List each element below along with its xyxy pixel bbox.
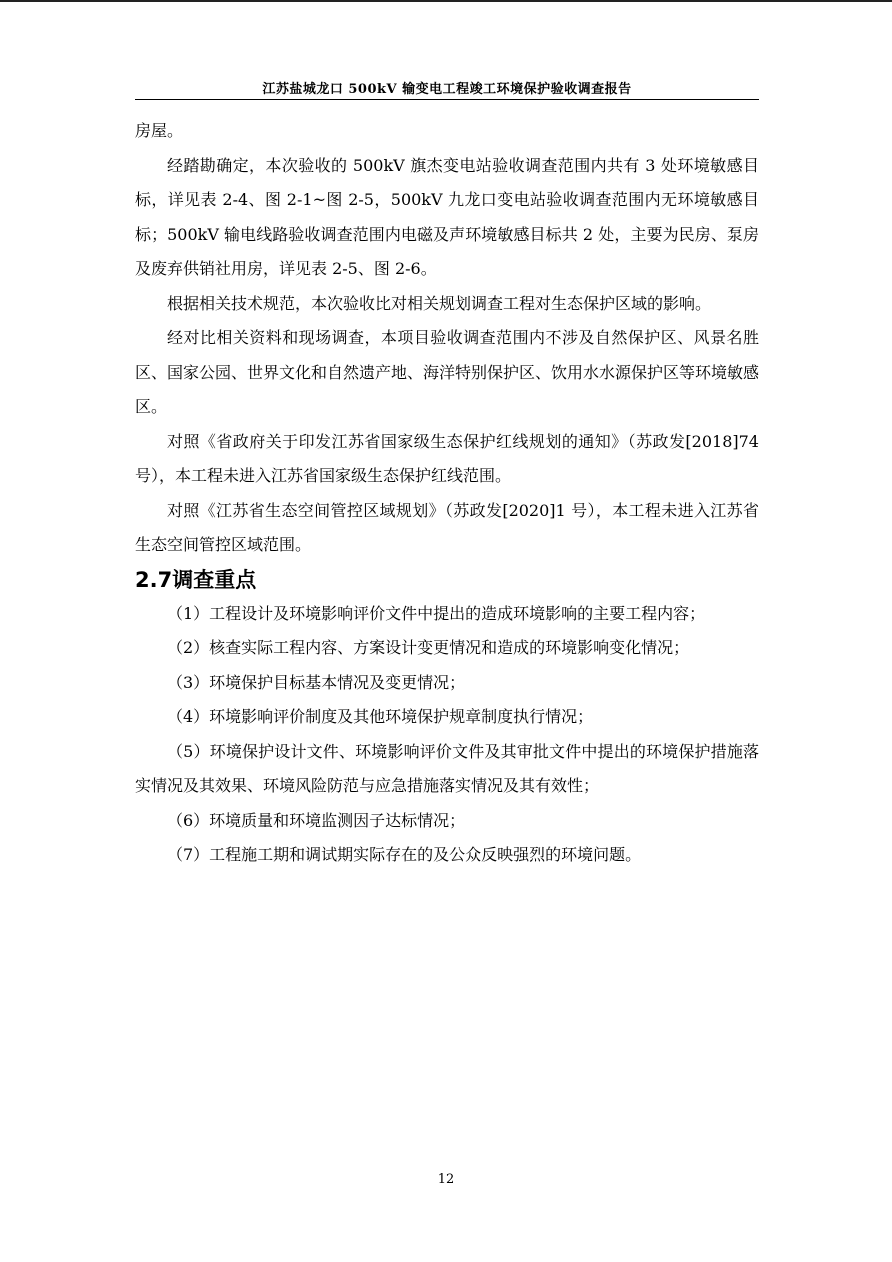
document-body <box>135 114 759 873</box>
paragraph-redline-national: 对照《省政府关于印发江苏省国家级生态保护红线规划的通知》（苏政发[2018]74 号），本工程未进入江苏省国家级生态保护红线范围。 <box>135 431 759 485</box>
list-item: （3）环境保护目标基本情况及变更情况； <box>167 672 466 692</box>
running-header: 江苏盐城龙口 500kV 输变电工程竣工环境保护验收调查报告 <box>262 82 632 97</box>
paragraph-site-survey: 经对比相关资料和现场调查，本项目验收调查范围内不涉及自然保护区、风景名胜区、国家公园、世界文化和自然遗产地、海洋特别保护区、饮用水水源保护区等环境敏感区。 <box>135 328 760 416</box>
list-item: （6）环境质量和环境监测因子达标情况； <box>167 810 466 830</box>
section-title: 2.7调查重点 <box>135 567 257 592</box>
list-item: （2）核查实际工程内容、方案设计变更情况和造成的环境影响变化情况； <box>167 638 690 657</box>
list-item: （1）工程设计及环境影响评价文件中提出的造成环境影响的主要工程内容； <box>167 603 706 623</box>
page-top-border <box>0 0 892 2</box>
header-rule <box>135 99 759 100</box>
paragraph-sensitive-targets: 经踏勘确定，本次验收的 500kV 旗杰变电站验收调查范围内共有 3 处环境敏感目标，详见表 2-4、图 2-1~图 2-5，500kV 九龙口变电站验收调查范围内无环境敏感目标；500kV 输电线路验收调查范围内电磁及声环境敏感目标共 2 处，主要为民房、泵房及废弃供销社用房，详见表 2-5、图 2-6。 <box>135 155 759 278</box>
paragraph-continuation: 房屋。 <box>135 121 184 140</box>
list-item: （7）工程施工期和调试期实际存在的及公众反映强烈的环境问题。 <box>167 845 642 864</box>
paragraph-technical-spec: 根据相关技术规范，本次验收比对相关规划调查工程对生态保护区域的影响。 <box>167 293 712 313</box>
list-item: （4）环境影响评价制度及其他环境保护规章制度执行情况； <box>167 707 594 726</box>
paragraph-redline-provincial: 对照《江苏省生态空间管控区域规划》（苏政发[2020]1 号），本工程未进入江苏省生态空间管控区域范围。 <box>135 500 759 554</box>
list-item: （5）环境保护设计文件、环境影响评价文件及其审批文件中提出的环境保护措施落实情况及其效果、环境风险防范与应急措施落实情况及其有效性； <box>135 741 759 795</box>
page-number: 12 <box>437 1172 455 1187</box>
